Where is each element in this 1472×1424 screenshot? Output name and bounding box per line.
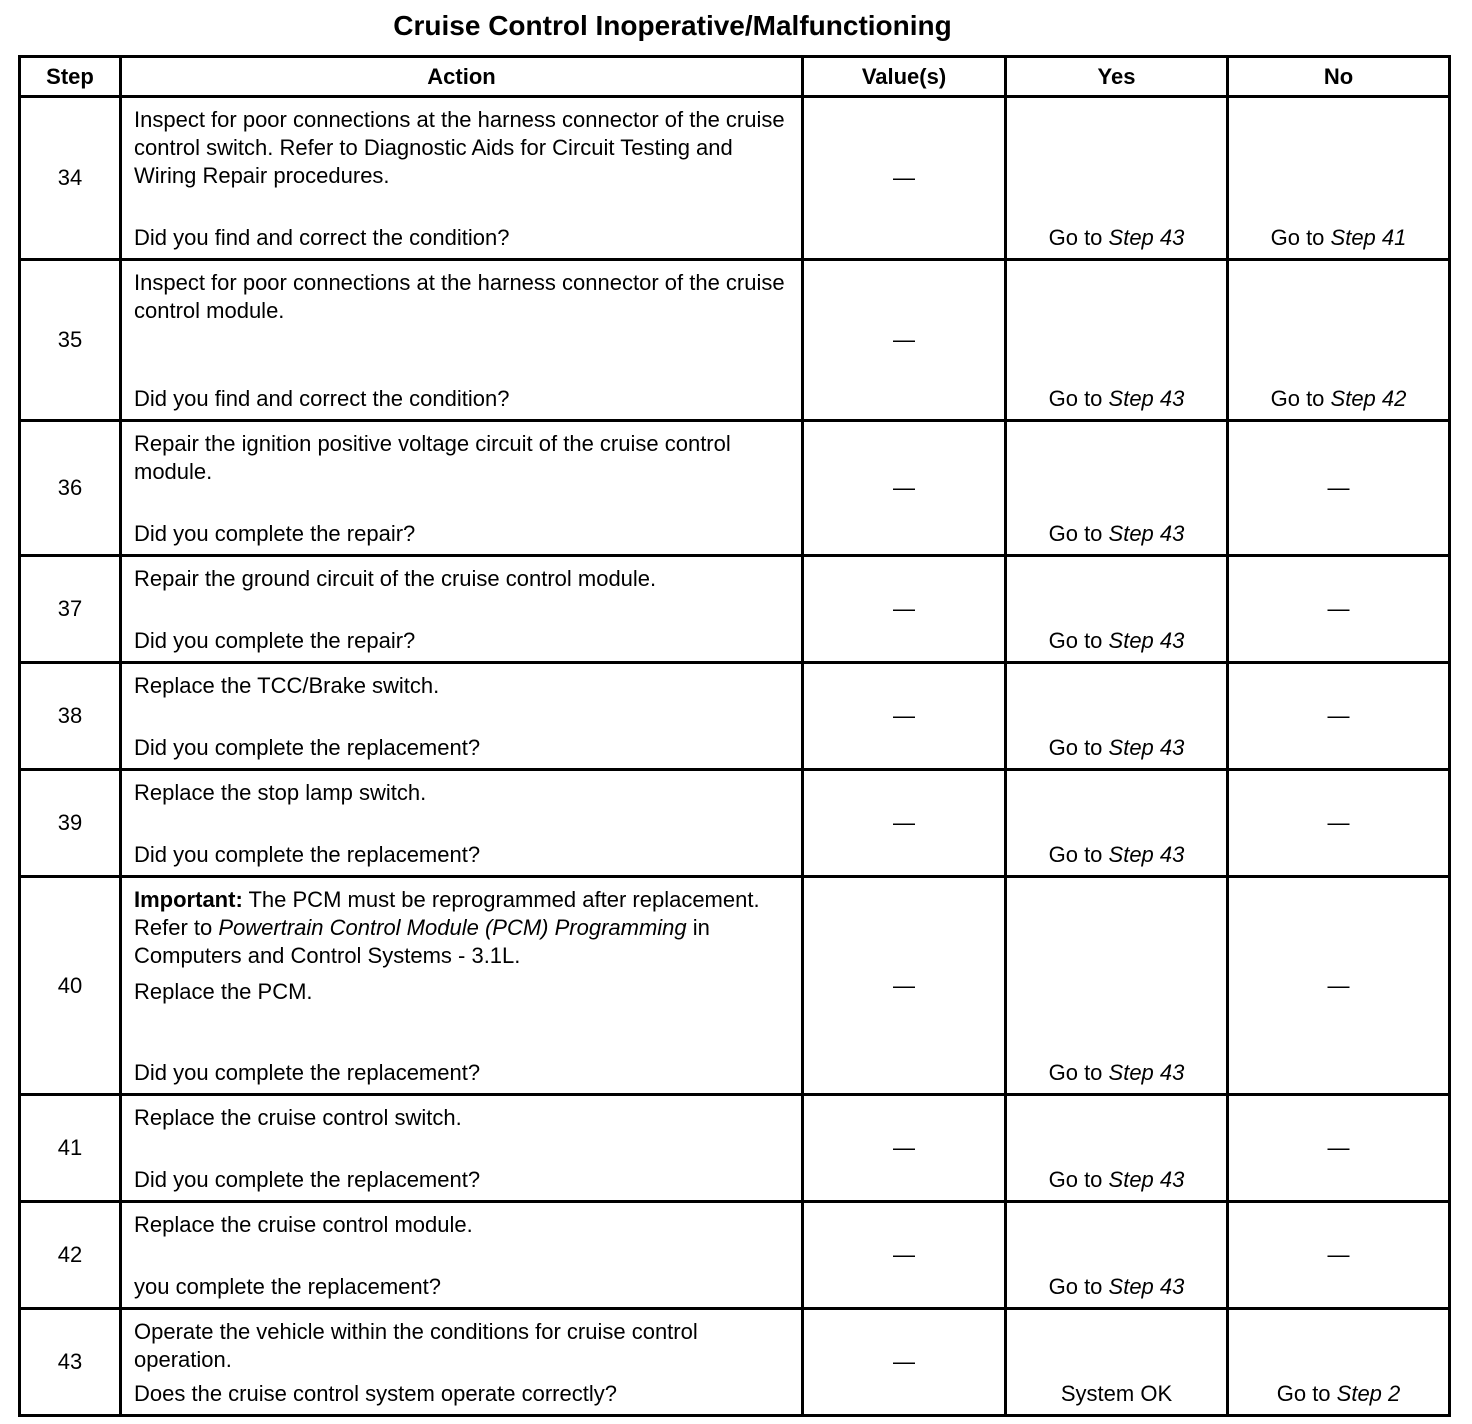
header-step: Step <box>20 57 121 97</box>
yes-target: Step 43 <box>1108 735 1185 760</box>
value-cell: — <box>803 556 1006 663</box>
header-row <box>20 57 1450 97</box>
yes-target: Step 43 <box>1108 842 1185 867</box>
yes-prefix: Go to <box>1048 842 1109 867</box>
no-dash: — <box>1327 1242 1350 1267</box>
table-row <box>20 421 1450 556</box>
action-cell <box>121 556 803 663</box>
no-dash: — <box>1327 810 1350 835</box>
action-content <box>122 261 801 419</box>
important-text: in Computers and Control Systems - 3.1L. <box>134 915 710 968</box>
table-row <box>20 1202 1450 1309</box>
yes-text: System OK <box>1060 1381 1173 1406</box>
table-row <box>20 97 1450 260</box>
action-cell <box>121 877 803 1095</box>
yes-cell <box>1006 421 1228 556</box>
diagnostic-table <box>18 55 1451 1417</box>
action-text: Replace the PCM. <box>134 979 313 1004</box>
step-number: 42 <box>20 1202 121 1309</box>
no-dash: — <box>1327 972 1350 998</box>
action-instructions <box>134 886 791 1006</box>
action-question: Did you complete the replacement? <box>134 1167 481 1192</box>
action-content <box>122 1310 801 1414</box>
important-reference: Powertrain Control Module (PCM) Programming <box>218 915 687 940</box>
action-text: Inspect for poor connections at the harness connector of the cruise control switch. Refer to Diagnostic Aids for Circuit Testing and Wiring Repair procedures. <box>134 107 785 188</box>
yes-prefix: Go to <box>1048 521 1109 546</box>
no-cell <box>1228 556 1450 663</box>
header-yes: Yes <box>1006 57 1228 97</box>
action-instructions <box>134 1104 791 1132</box>
no-cell <box>1228 1202 1450 1309</box>
action-content <box>122 422 801 554</box>
yes-target: Step 43 <box>1108 1167 1185 1192</box>
no-cell <box>1228 770 1450 877</box>
value-cell: — <box>803 260 1006 421</box>
action-cell <box>121 663 803 770</box>
yes-target: Step 43 <box>1108 225 1185 250</box>
value-cell: — <box>803 877 1006 1095</box>
action-text: Repair the ignition positive voltage circuit of the cruise control module. <box>134 431 731 484</box>
yes-target: Step 43 <box>1108 1274 1185 1299</box>
action-content <box>122 98 801 258</box>
important-text: The PCM must be reprogrammed after replacement. Refer to <box>134 887 760 940</box>
step-number: 38 <box>20 663 121 770</box>
yes-prefix: Go to <box>1048 1274 1109 1299</box>
action-question: Did you find and correct the condition? <box>134 386 510 411</box>
action-question: Did you complete the replacement? <box>134 735 481 760</box>
table-row <box>20 877 1450 1095</box>
action-text: Replace the cruise control module. <box>134 1212 473 1237</box>
action-cell <box>121 770 803 877</box>
action-content <box>122 664 801 768</box>
yes-target: Step 43 <box>1108 628 1185 653</box>
value-cell: — <box>803 770 1006 877</box>
action-question: you complete the replacement? <box>134 1274 441 1299</box>
action-text: Replace the TCC/Brake switch. <box>134 673 440 698</box>
yes-prefix: Go to <box>1048 386 1109 411</box>
step-number: 37 <box>20 556 121 663</box>
step-number: 34 <box>20 97 121 260</box>
action-content <box>122 771 801 875</box>
action-text: Inspect for poor connections at the harness connector of the cruise control module. <box>134 270 785 323</box>
no-cell <box>1228 663 1450 770</box>
header-no: No <box>1228 57 1450 97</box>
no-dash: — <box>1327 703 1350 728</box>
action-question: Did you complete the replacement? <box>134 842 481 867</box>
value-cell: — <box>803 421 1006 556</box>
step-number: 40 <box>20 877 121 1095</box>
yes-prefix: Go to <box>1048 225 1109 250</box>
no-prefix: Go to <box>1270 225 1331 250</box>
no-cell <box>1228 97 1450 260</box>
header-values: Value(s) <box>803 57 1006 97</box>
no-cell <box>1228 1309 1450 1416</box>
action-instructions <box>134 672 791 700</box>
action-instructions <box>134 779 791 807</box>
important-label: Important: <box>134 887 243 912</box>
action-instructions <box>134 269 791 325</box>
action-cell <box>121 1309 803 1416</box>
value-cell: — <box>803 97 1006 260</box>
table-row <box>20 556 1450 663</box>
action-cell <box>121 421 803 556</box>
table-row <box>20 770 1450 877</box>
yes-cell <box>1006 663 1228 770</box>
action-text: Operate the vehicle within the conditions for cruise control operation. <box>134 1319 698 1372</box>
action-instructions <box>134 565 791 593</box>
value-cell: — <box>803 663 1006 770</box>
action-instructions <box>134 1211 791 1239</box>
no-cell <box>1228 1095 1450 1202</box>
yes-prefix: Go to <box>1048 735 1109 760</box>
yes-cell <box>1006 1095 1228 1202</box>
action-instructions <box>134 106 791 190</box>
value-cell: — <box>803 1309 1006 1416</box>
action-content <box>122 557 801 661</box>
action-cell <box>121 260 803 421</box>
yes-target: Step 43 <box>1108 521 1185 546</box>
no-target: Step 41 <box>1330 225 1407 250</box>
action-question: Does the cruise control system operate correctly? <box>134 1381 617 1406</box>
yes-prefix: Go to <box>1048 1167 1109 1192</box>
action-question: Did you complete the repair? <box>134 521 416 546</box>
action-question: Did you find and correct the condition? <box>134 225 510 250</box>
value-cell: — <box>803 1202 1006 1309</box>
action-text: Repair the ground circuit of the cruise control module. <box>134 566 657 591</box>
action-content <box>122 1096 801 1200</box>
action-question: Did you complete the repair? <box>134 628 416 653</box>
yes-target: Step 43 <box>1108 386 1185 411</box>
action-question: Did you complete the replacement? <box>134 1060 481 1085</box>
yes-prefix: Go to <box>1048 1060 1109 1085</box>
step-number: 36 <box>20 421 121 556</box>
no-cell <box>1228 421 1450 556</box>
value-cell: — <box>803 1095 1006 1202</box>
yes-cell <box>1006 260 1228 421</box>
table-row <box>20 1095 1450 1202</box>
yes-cell <box>1006 1202 1228 1309</box>
yes-cell <box>1006 97 1228 260</box>
step-number: 39 <box>20 770 121 877</box>
yes-cell <box>1006 556 1228 663</box>
action-text: Replace the stop lamp switch. <box>134 780 427 805</box>
page-title: Cruise Control Inoperative/Malfunctioning <box>393 10 952 41</box>
yes-target: Step 43 <box>1108 1060 1185 1085</box>
no-dash: — <box>1327 475 1350 500</box>
action-instructions <box>134 1318 791 1374</box>
action-content <box>122 1203 801 1307</box>
action-instructions <box>134 430 791 486</box>
yes-cell <box>1006 1309 1228 1416</box>
no-dash: — <box>1327 1135 1350 1160</box>
table-row <box>20 260 1450 421</box>
table-row <box>20 663 1450 770</box>
no-prefix: Go to <box>1270 386 1331 411</box>
header-action: Action <box>121 57 803 97</box>
action-content <box>122 878 801 1093</box>
yes-cell <box>1006 770 1228 877</box>
step-number: 43 <box>20 1309 121 1416</box>
step-number: 35 <box>20 260 121 421</box>
step-number: 41 <box>20 1095 121 1202</box>
no-dash: — <box>1327 596 1350 621</box>
yes-prefix: Go to <box>1048 628 1109 653</box>
no-target: Step 2 <box>1336 1381 1401 1406</box>
no-cell <box>1228 260 1450 421</box>
action-text: Replace the cruise control switch. <box>134 1105 462 1130</box>
table-row <box>20 1309 1450 1416</box>
no-prefix: Go to <box>1276 1381 1337 1406</box>
no-cell <box>1228 877 1450 1095</box>
no-target: Step 42 <box>1330 386 1407 411</box>
yes-cell <box>1006 877 1228 1095</box>
action-cell <box>121 1202 803 1309</box>
action-cell <box>121 97 803 260</box>
action-cell <box>121 1095 803 1202</box>
important-note <box>134 886 791 970</box>
